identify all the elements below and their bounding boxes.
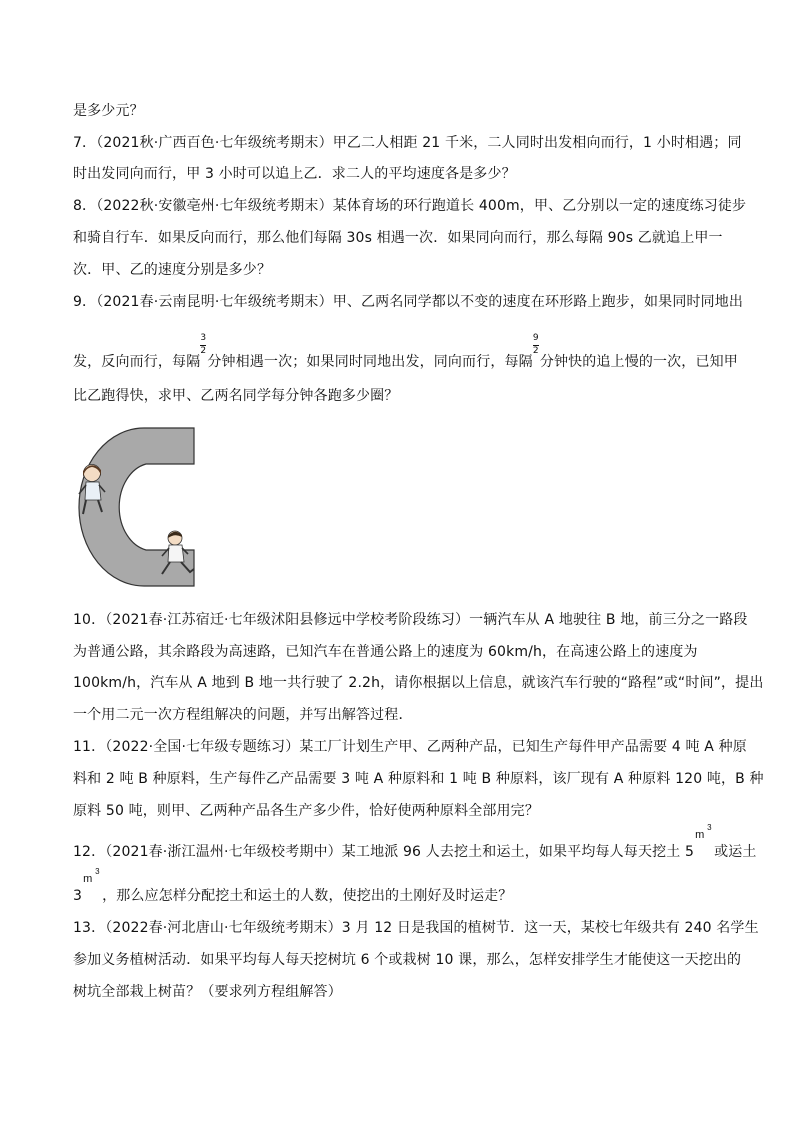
cubic-meter-unit (82, 867, 102, 900)
text-line: 和骑自行车．如果反向而行，那么他们每隔 30s 相遇一次．如果同向而行，那么每隔 90s 乙就追上甲一 (73, 230, 723, 246)
running-track-figure (74, 424, 204, 590)
text-line: 7．（2021秋·广西百色·七年级统考期末）甲乙二人相距 21 千米，二人同时出发相向而行，1 小时相遇；同 (73, 135, 742, 151)
text-line: 参加义务植树活动．如果平均每人每天挖树坑 6 个或栽树 10 课，那么，怎样安排学生才能使这一天挖出的 (73, 952, 742, 968)
text-segment: 12．（2021春·浙江温州·七年级校考期中）某工地派 96 人去挖土和运土，如果平均每人每天挖土 5 (73, 844, 695, 860)
text-line: 为普通公路，其余路段为高速路，已知汽车在普通公路上的速度为 60km/h，在高速公路上的速度为 (73, 644, 698, 660)
text-line: 料和 2 吨 B 种原料，生产每件乙产品需要 3 吨 A 种原料和 1 吨 B 种原料，该厂现有 A 种原料 120 吨，B 种 (73, 771, 764, 787)
question-12-line-2 (73, 867, 723, 906)
text-line: 次．甲、乙的速度分别是多少？ (73, 262, 272, 278)
text-segment: 3 (73, 888, 83, 904)
text-segment: 发，反向而行，每隔 (73, 354, 201, 370)
fraction-nine-halves (532, 333, 540, 366)
text-line: 是多少元？ (73, 103, 144, 119)
question-12-line-1 (73, 823, 757, 862)
text-line: 树坑全部栽上树苗？（要求列方程组解答） (73, 984, 342, 1000)
fraction-numerator: 3 (200, 333, 207, 343)
text-line: 11．（2022·全国·七年级专题练习）某工厂计划生产甲、乙两种产品，已知生产每件甲产品需要 4 吨 A 种原 (73, 739, 747, 755)
unit-letter: m (695, 829, 705, 841)
text-line: 100km/h，汽车从 A 地到 B 地一共行驶了 2.2h，请你根据以上信息，就该汽车行驶的“路程”或“时间”，提出 (73, 675, 764, 691)
text-line: 10．（2021春·江苏宿迁·七年级沭阳县修远中学校考阶段练习）一辆汽车从 A 地驶往 B 地，前三分之一路段 (73, 612, 748, 628)
question-9-line-2 (73, 333, 738, 372)
cubic-meter-unit (694, 823, 714, 856)
text-line: 一个用二元一次方程组解决的问题，并写出解答过程． (73, 707, 413, 723)
text-segment: 或运土 (714, 844, 757, 860)
text-line: 原料 50 吨，则甲、乙两种产品各生产多少件，恰好使两种原料全部用完？ (73, 803, 539, 819)
text-line: 13．（2022春·河北唐山·七年级统考期末）3 月 12 日是我国的植树节．这一天，某校七年级共有 240 名学生 (73, 920, 759, 936)
unit-letter: m (83, 873, 93, 885)
fraction-numerator: 9 (532, 333, 539, 343)
text-line: 8．（2022秋·安徽亳州·七年级统考期末）某体育场的环行跑道长 400m，甲、乙分别以一定的速度练习徒步 (73, 198, 747, 214)
unit-exponent: 3 (707, 823, 712, 832)
text-segment: ，那么应怎样分配挖土和运土的人数，使挖出的土刚好及时运走？ (102, 888, 513, 904)
fraction-three-halves (200, 333, 207, 366)
fraction-denominator: 2 (200, 346, 207, 356)
fraction-denominator: 2 (532, 346, 539, 356)
text-segment: 分钟相遇一次；如果同时同地出发，同向而行，每隔 (207, 354, 533, 370)
text-line: 9．（2021春·云南昆明·七年级统考期末）甲、乙两名同学都以不变的速度在环形路上跑步，如果同时同地出 (73, 294, 744, 310)
text-line: 比乙跑得快，求甲、乙两名同学每分钟各跑多少圈？ (73, 388, 399, 404)
text-segment: 分钟快的追上慢的一次，已知甲 (539, 354, 738, 370)
unit-exponent: 3 (95, 867, 100, 876)
text-line: 时出发同向而行，甲 3 小时可以追上乙．求二人的平均速度各是多少？ (73, 166, 516, 182)
